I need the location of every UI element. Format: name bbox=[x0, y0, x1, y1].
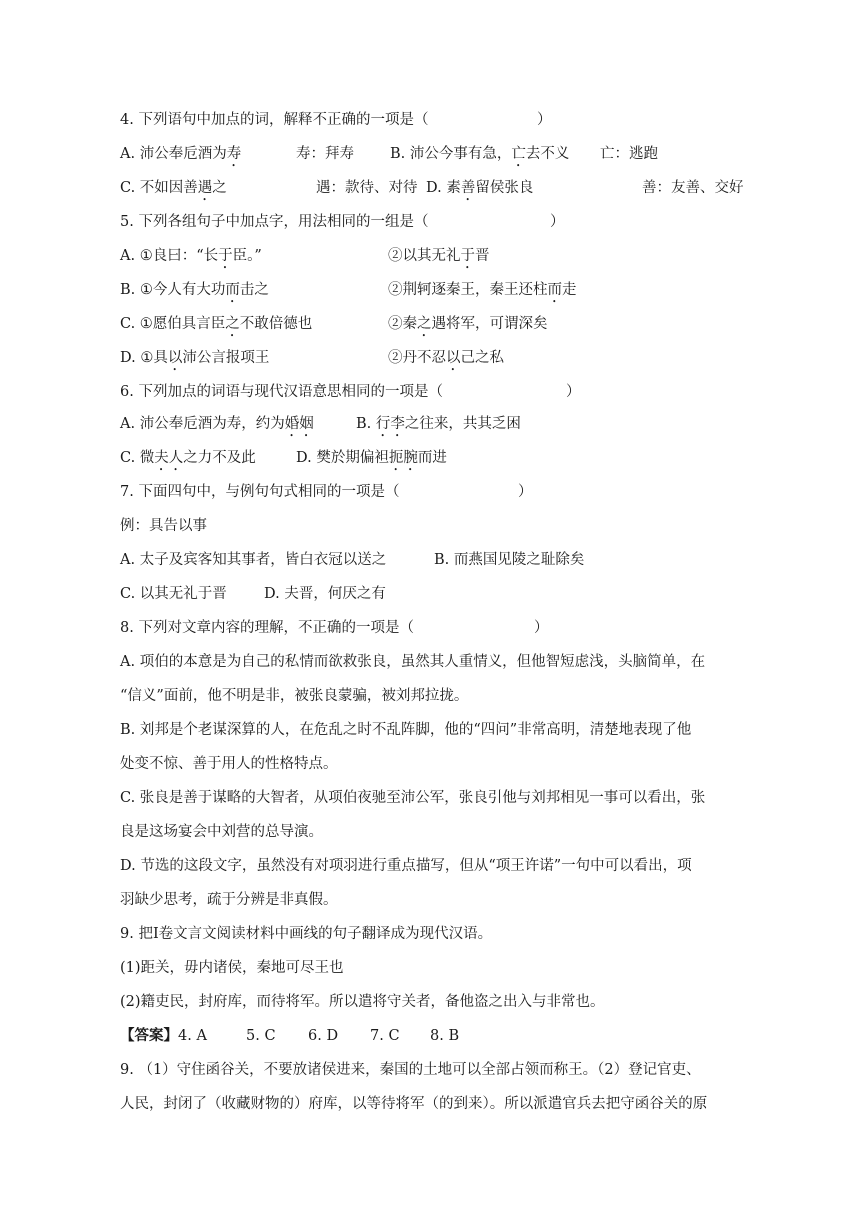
q4-option-d: D. 素善留侯张良 bbox=[426, 180, 534, 196]
q8-answer-bracket: ） bbox=[534, 620, 549, 636]
q5-stem-text: 5. 下列各组句子中加点字，用法相同的一组是（ bbox=[120, 214, 429, 230]
answer-5: 5. C bbox=[246, 1028, 276, 1044]
dotted-word: 行李 bbox=[375, 416, 405, 432]
q6-option-d: D. 樊於期偏袒扼腕而进 bbox=[296, 450, 447, 466]
q9-sentence-1-text: (1)距关，毋内诸侯，秦地可尽王也 bbox=[120, 960, 344, 976]
q6-option-a: A. 沛公奉卮酒为寿，约为婚姻 bbox=[120, 416, 314, 432]
q4-option-a: A. 沛公奉卮酒为寿 bbox=[120, 146, 242, 162]
answer-label: 【答案】 bbox=[120, 1027, 178, 1044]
q8-option-c-text: C. 张良是善于谋略的大智者，从项伯夜驰至沛公军，张良引他与刘邦相见一事可以看出，张 bbox=[120, 790, 706, 806]
q8-option-a-text: “信义”面前，他不明是非，被张良蒙骗，被刘邦拉拢。 bbox=[120, 688, 469, 704]
dotted-word: 以 bbox=[446, 350, 461, 366]
q8-stem-text: 8. 下列对文章内容的理解，不正确的一项是（ bbox=[120, 620, 414, 636]
q7-example-text: 例：具告以事 bbox=[120, 518, 207, 534]
answer-8: 8. B bbox=[430, 1028, 460, 1044]
q5-option-d-2: ②丹不忍以己之私 bbox=[388, 350, 504, 366]
answer-6: 6. D bbox=[308, 1028, 339, 1044]
dotted-word: 以 bbox=[167, 350, 183, 366]
q4-option-a-gloss: 寿：拜寿 bbox=[296, 146, 354, 162]
q7-answer-bracket: ） bbox=[518, 484, 533, 500]
q5-option-c-2: ②秦之遇将军，可谓深矣 bbox=[388, 316, 548, 332]
answer-7: 7. C bbox=[370, 1028, 400, 1044]
dotted-word: 之 bbox=[417, 316, 432, 332]
q5-option-b-1: B. ①今人有大功而击之 bbox=[120, 282, 269, 298]
q7-option-b: B. 而燕国见陵之耻除矣 bbox=[434, 552, 585, 568]
answer-9-text: 人民，封闭了（收藏财物的）府库，以等待将军（的到来）。所以派遣官兵去把守函谷关的原 bbox=[120, 1096, 708, 1112]
dotted-word: 于 bbox=[218, 248, 233, 264]
dotted-word: 亡 bbox=[511, 146, 526, 162]
dotted-word: 而 bbox=[547, 282, 562, 298]
q7-stem-text: 7. 下面四句中，与例句句式相同的一项是（ bbox=[120, 484, 400, 500]
q5-option-c-1: C. ①愿伯具言臣之不敢倍德也 bbox=[120, 316, 313, 332]
q8-option-a-text: A. 项伯的本意是为自己的私情而欲救张良，虽然其人重情义，但他智短虑浅，头脑简单，在 bbox=[120, 654, 706, 670]
q5-answer-bracket: ） bbox=[550, 214, 565, 230]
dotted-word: 而 bbox=[225, 282, 240, 298]
q6-option-b: B. 行李之往来，共其乏困 bbox=[356, 416, 521, 432]
answer-9-text: 9. （1）守住函谷关，不要放诸侯进来，秦国的土地可以全部占领而称王。（2）登记官吏、 bbox=[120, 1062, 701, 1078]
q4-answer-bracket: ） bbox=[537, 112, 552, 128]
dotted-word: 夫人 bbox=[154, 450, 184, 466]
q6-option-c: C. 微夫人之力不及此 bbox=[120, 450, 256, 466]
q5-option-a-2: ②以其无礼于晋 bbox=[388, 248, 490, 264]
dotted-word: 善 bbox=[460, 180, 476, 196]
q8-option-b-text: B. 刘邦是个老谋深算的人，在危乱之时不乱阵脚，他的“四问”非常高明，清楚地表现了他 bbox=[120, 722, 692, 738]
q4-stem-text: 4. 下列语句中加点的词，解释不正确的一项是（ bbox=[120, 112, 429, 128]
dotted-word: 遇 bbox=[197, 180, 213, 196]
q6-answer-bracket: ） bbox=[566, 384, 581, 400]
q4-option-b-gloss: 亡：逃跑 bbox=[600, 146, 658, 162]
dotted-word: 寿 bbox=[226, 146, 242, 162]
q8-option-c-text: 良是这场宴会中刘营的总导演。 bbox=[120, 824, 323, 840]
q6-stem-text: 6. 下列加点的词语与现代汉语意思相同的一项是（ bbox=[120, 384, 443, 400]
q4-option-b: B. 沛公今事有急，亡去不义 bbox=[390, 146, 570, 162]
q5-option-a-1: A. ①良曰：“长于臣。” bbox=[120, 248, 262, 264]
q7-option-c: C. 以其无礼于晋 bbox=[120, 586, 227, 602]
dotted-word: 婚姻 bbox=[284, 416, 314, 432]
dotted-word: 扼腕 bbox=[388, 450, 418, 466]
q5-option-b-2: ②荆轲逐秦王，秦王还柱而走 bbox=[388, 282, 577, 298]
q4-option-c: C. 不如因善遇之 bbox=[120, 180, 227, 196]
q9-sentence-2-text: (2)籍吏民，封府库，而待将军。所以遣将守关者，备他盗之出入与非常也。 bbox=[120, 994, 605, 1010]
answer-4: 4. A bbox=[178, 1028, 207, 1044]
q8-option-b-text: 处变不惊、善于用人的性格特点。 bbox=[120, 756, 338, 772]
q5-option-d-1: D. ①具以沛公言报项王 bbox=[120, 350, 270, 366]
dotted-word: 于 bbox=[460, 248, 475, 264]
q8-option-d-text: D. 节选的这段文字，虽然没有对项羽进行重点描写，但从“项王许诺”一句中可以看出，项 bbox=[120, 858, 692, 874]
q7-option-d: D. 夫晋，何厌之有 bbox=[264, 586, 386, 602]
q4-option-c-gloss: 遇：款待、对待 bbox=[316, 180, 418, 196]
q9-stem-text: 9. 把Ⅰ卷文言文阅读材料中画线的句子翻译成为现代汉语。 bbox=[120, 926, 493, 942]
q4-option-d-gloss: 善：友善、交好 bbox=[642, 180, 744, 196]
q8-option-d-text: 羽缺少思考，疏于分辨是非真假。 bbox=[120, 892, 338, 908]
dotted-word: 之 bbox=[225, 316, 240, 332]
q7-option-a: A. 太子及宾客知其事者，皆白衣冠以送之 bbox=[120, 552, 387, 568]
